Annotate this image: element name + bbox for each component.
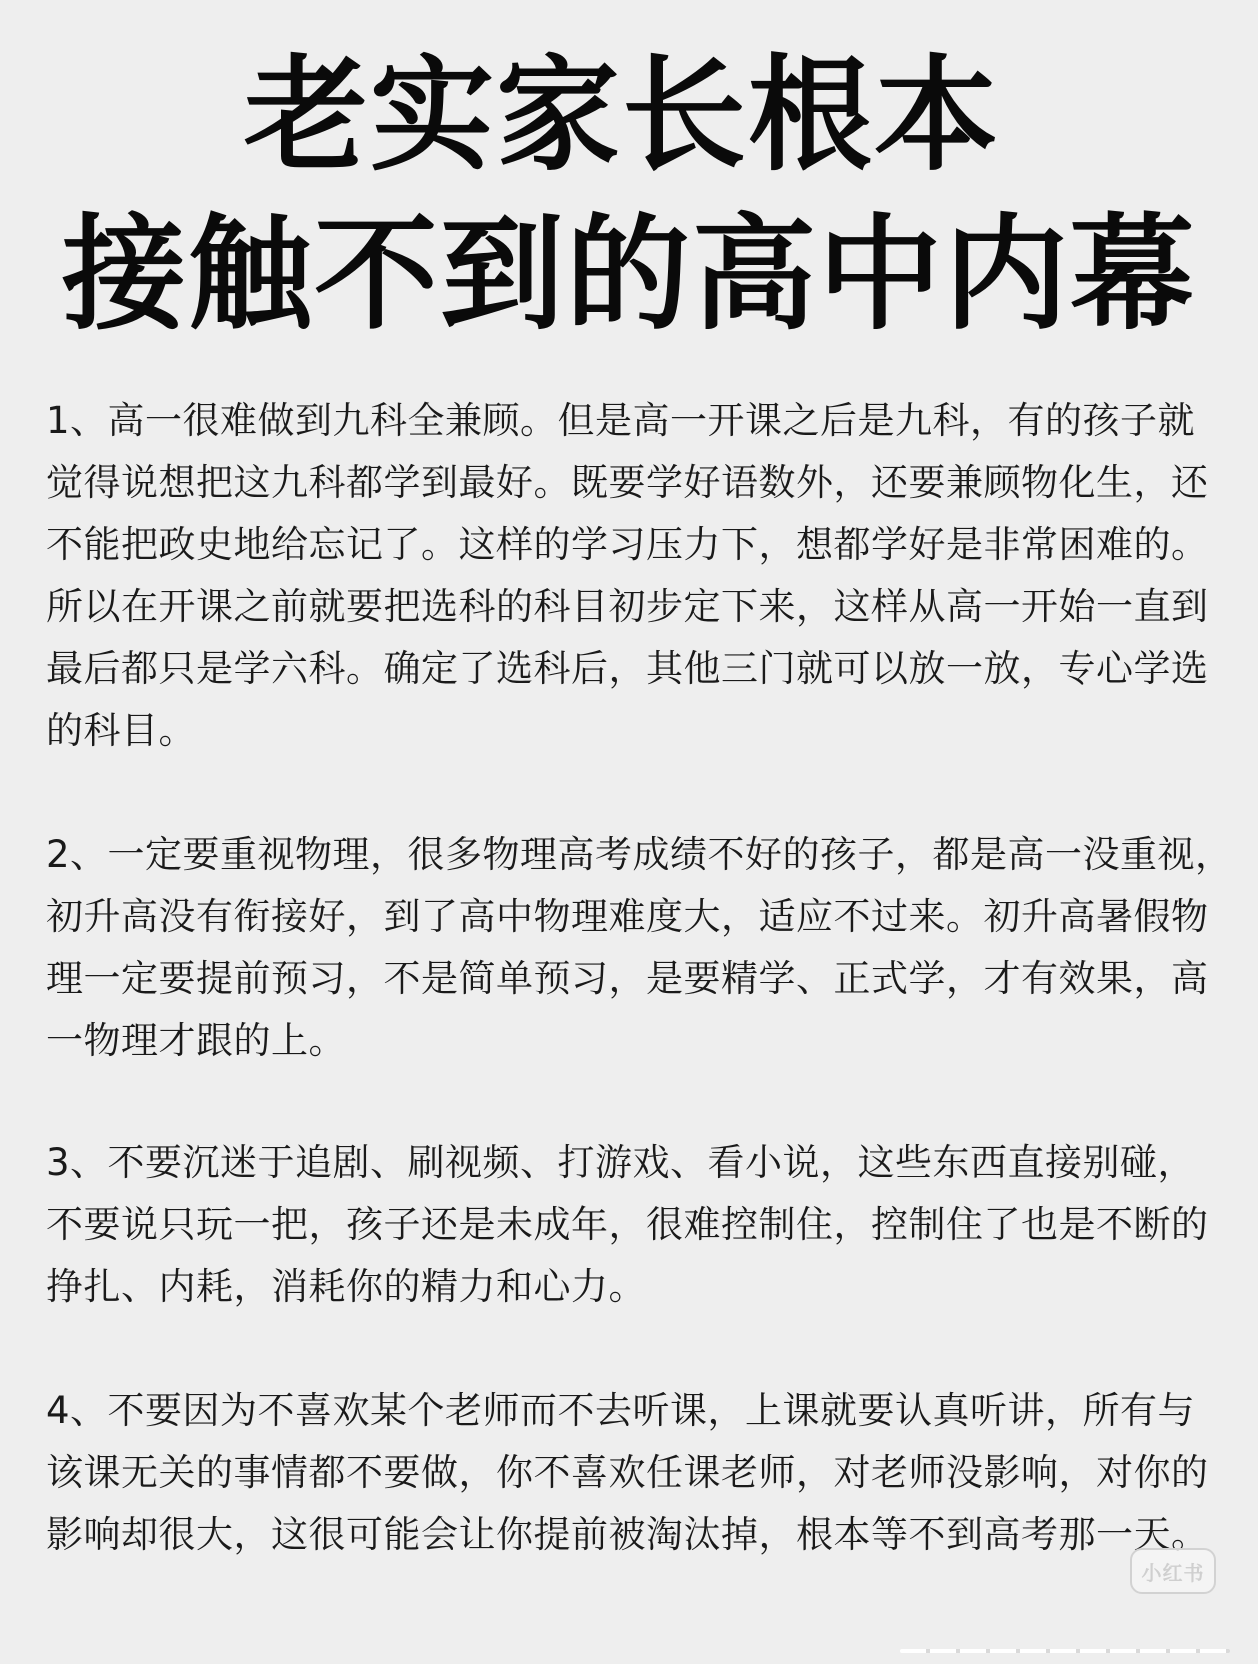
paragraph-2: 2、一定要重视物理，很多物理高考成绩不好的孩子，都是高一没重视，初升高没有衔接好，到了高中物理难度大，适应不过来。初升高暑假物理一定要提前预习，不是简单预习，是要精学、正式学，才有效果，高一物理才跟的上。 <box>46 833 1233 1062</box>
image-scroll-indicator <box>900 1641 1230 1661</box>
paragraph-1: 1、高一很难做到九科全兼顾。但是高一开课之后是九科，有的孩子就觉得说想把这九科都学到最好。既要学好语数外，还要兼顾物化生，还不能把政史地给忘记了。这样的学习压力下，想都学好是非常困难的。所以在开课之前就要把选科的科目初步定下来，这样从高一开始一直到最后都只是学六科。确定了选科后，其他三门就可以放一放，专心学选的科目。 <box>46 399 1209 752</box>
xiaohongshu-watermark-logo <box>1130 1548 1216 1594</box>
title-line-1: 老实家长根本 <box>243 44 1000 188</box>
scroll-track <box>900 1649 1230 1653</box>
title-line-2: 接触不到的高中内幕 <box>61 203 1196 347</box>
paragraph-3: 3、不要沉迷于追剧、刷视频、打游戏、看小说，这些东西直接别碰，不要说只玩一把，孩子还是未成年，很难控制住，控制住了也是不断的挣扎、内耗，消耗你的精力和心力。 <box>46 1141 1209 1308</box>
paragraph-4: 4、不要因为不喜欢某个老师而不去听课，上课就要认真听讲，所有与该课无关的事情都不要做，你不喜欢任课老师，对老师没影响，对你的影响却很大，这很可能会让你提前被淘汰掉，根本等不到高考那一天。 <box>46 1389 1209 1556</box>
page-title <box>0 36 1258 358</box>
watermark-text: 小红书 <box>1141 1560 1205 1585</box>
